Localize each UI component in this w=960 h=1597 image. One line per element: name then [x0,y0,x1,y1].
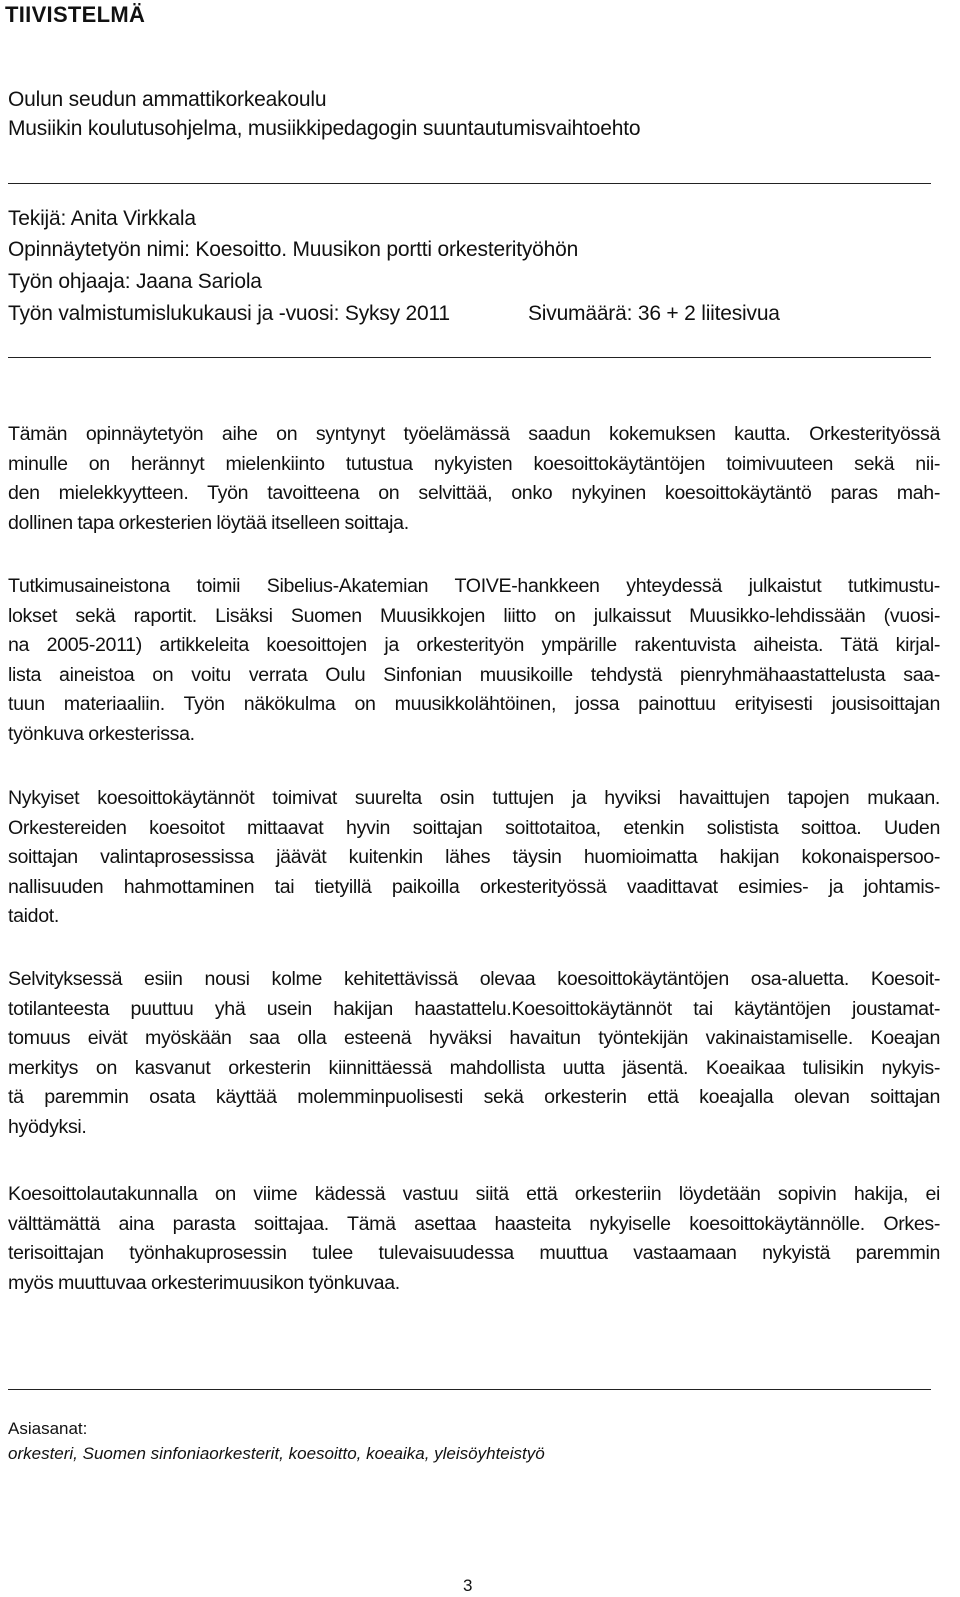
programme: Musiikin koulutusohjelma, musiikkipedagogin suuntautumisvaihtoehto [8,117,641,140]
text-line: terisoittajan työnhakuprosessin tulee tulevaisuudessa muuttua vastaamaan nykyistä paremmin [8,1242,940,1264]
abstract-paragraph [8,1180,940,1298]
text-line: Orkestereiden koesoitot mittaavat hyvin soittajan soittotaitoa, etenkin solistista soittoa. Uuden [8,816,940,839]
text-line: den mielekkyytteen. Työn tavoitteena on selvittää, onko nykyinen koesoittokäytäntö paras mah- [8,482,940,504]
text-line: lokset sekä raportit. Lisäksi Suomen Muusikkojen liitto on julkaissut Muusikko-lehdissään (vuosi- [8,604,940,627]
author: Tekijä: Anita Virkkala [8,207,196,230]
keywords-list: orkesteri, Suomen sinfoniaorkesterit, koesoitto, koeaika, yleisöyhteistyö [8,1444,545,1463]
abstract-paragraph [8,572,940,749]
divider-top [8,183,931,184]
keywords-label: Asiasanat: [8,1419,88,1438]
text-line: dollinen tapa orkesterien löytää itselleen soittaja. [8,511,409,534]
abstract-paragraph [8,420,940,538]
abstract-paragraph [8,965,940,1142]
text-line: Nykyiset koesoittokäytännöt toimivat suurelta osin tuttujen ja hyviksi havaittujen tapojen mukaan. [8,787,940,809]
divider-middle [8,357,931,358]
abstract-paragraph [8,784,940,932]
text-line: tomuus eivät myöskään saa olla esteenä hyväksi havaitun työntekijän vakinaistamiselle. Koeajan [8,1027,940,1049]
page-heading: TIIVISTELMÄ [5,2,146,27]
page-count: Sivumäärä: 36 + 2 liitesivua [528,302,780,325]
text-line: merkitys on kasvanut orkesterin kiinnittäessä mahdollista uutta jäsentä. Koeaikaa tulisikin nykyis- [8,1056,940,1079]
text-line: Koesoittolautakunnalla on viime kädessä vastuu siitä että orkesteriin löydetään sopivin hakija, ei [8,1183,940,1205]
text-line: totilanteesta puuttuu yhä usein hakijan haastattelu.Koesoittokäytännöt tai käytäntöjen joustamat- [8,997,940,1020]
text-line: taidot. [8,905,59,927]
text-line: minulle on herännyt mielenkiinto tutustua nykyisten koesoittokäytäntöjen toimivuuteen sekä nii- [8,452,940,475]
text-line: hyödyksi. [8,1115,87,1138]
text-line: Tutkimusaineistona toimii Sibelius-Akatemian TOIVE-hankkeen yhteydessä julkaistut tutkimustu- [8,575,940,597]
text-line: tä paremmin osata käyttää molemminpuolisesti sekä orkesterin että koeajalla olevan soittajan [8,1086,940,1108]
text-line: työnkuva orkesterissa. [8,722,195,745]
text-line: tuun materiaaliin. Työn näkökulma on muusikkolähtöinen, jossa painottuu erityisesti jousisoittajan [8,693,940,715]
divider-bottom [8,1389,931,1390]
completion-term: Työn valmistumislukukausi ja -vuosi: Syksy 2011 [8,302,450,325]
text-line: Selvityksessä esiin nousi kolme kehitettävissä olevaa koesoittokäytäntöjen osa-aluetta. Koesoit- [8,968,940,990]
text-line: myös muuttuvaa orkesterimuusikon työnkuvaa. [8,1271,400,1294]
thesis-title: Opinnäytetyön nimi: Koesoitto. Muusikon portti orkesterityöhön [8,238,579,261]
text-line: välttämättä aina parasta soittajaa. Tämä asettaa haasteita nykyiselle koesoittokäytännölle. Orkes- [8,1212,940,1235]
text-line: lista aineistoa on voitu verrata Oulu Sinfonian muusikoille tehdystä pienryhmähaastattelusta saa- [8,663,940,686]
text-line: Tämän opinnäytetyön aihe on syntynyt työelämässä saadun kokemuksen kautta. Orkesterityössä [8,423,940,445]
text-line: na 2005-2011) artikkeleita koesoittojen ja orkesterityön ympärille rakentuvista aiheista. Tätä kirjal- [8,634,940,656]
text-line: nallisuuden hahmottaminen tai tietyillä paikoilla orkesterityössä vaadittavat esimies- ja johtamis- [8,875,940,898]
page-number: 3 [463,1576,473,1595]
institution: Oulun seudun ammattikorkeakoulu [8,88,327,111]
text-line: soittajan valintaprosessissa jäävät kuitenkin lähes täysin huomioimatta hakijan kokonaispersoo- [8,846,940,868]
supervisor: Työn ohjaaja: Jaana Sariola [8,270,262,293]
